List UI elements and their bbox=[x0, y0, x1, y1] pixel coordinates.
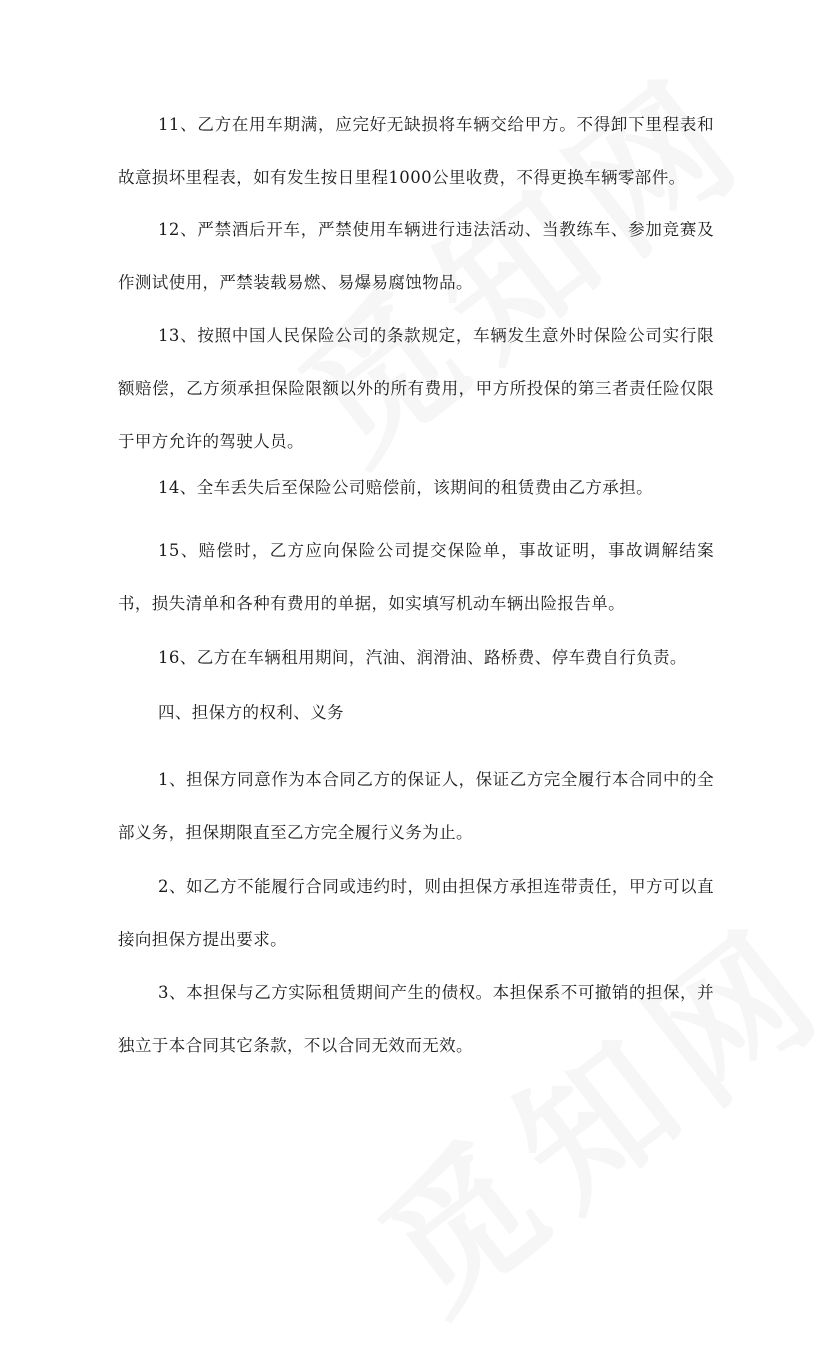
section-heading-guarantor: 四、担保方的权利、义务 bbox=[158, 703, 344, 722]
guarantor-clause-1: 1、担保方同意作为本合同乙方的保证人，保证乙方完全履行本合同中的全部义务，担保期限直至乙方完全履行义务为止。 bbox=[118, 770, 714, 842]
clause-13: 13、按照中国人民保险公司的条款规定，车辆发生意外时保险公司实行限额赔偿，乙方须承担保险限额以外的所有费用，甲方所投保的第三者责任险仅限于甲方允许的驾驶人员。 bbox=[118, 326, 714, 451]
clause-14: 14、全车丢失后至保险公司赔偿前，该期间的租赁费由乙方承担。 bbox=[158, 478, 653, 497]
guarantor-clause-2: 2、如乙方不能履行合同或违约时，则由担保方承担连带责任，甲方可以直接向担保方提出要求。 bbox=[118, 877, 714, 949]
clause-11: 11、乙方在用车期满，应完好无缺损将车辆交给甲方。不得卸下里程表和故意损坏里程表，如有发生按日里程1000公里收费，不得更换车辆零部件。 bbox=[118, 115, 714, 187]
guarantor-clause-3: 3、本担保与乙方实际租赁期间产生的债权。本担保系不可撤销的担保，并独立于本合同其它条款，不以合同无效而无效。 bbox=[118, 983, 714, 1055]
clause-15: 15、赔偿时，乙方应向保险公司提交保险单，事故证明，事故调解结案书，损失清单和各种有费用的单据，如实填写机动车辆出险报告单。 bbox=[118, 541, 714, 613]
clause-12: 12、严禁酒后开车，严禁使用车辆进行违法活动、当教练车、参加竞赛及作测试使用，严禁装载易燃、易爆易腐蚀物品。 bbox=[118, 220, 714, 292]
clause-16: 16、乙方在车辆租用期间，汽油、润滑油、路桥费、停车费自行负责。 bbox=[158, 648, 687, 667]
